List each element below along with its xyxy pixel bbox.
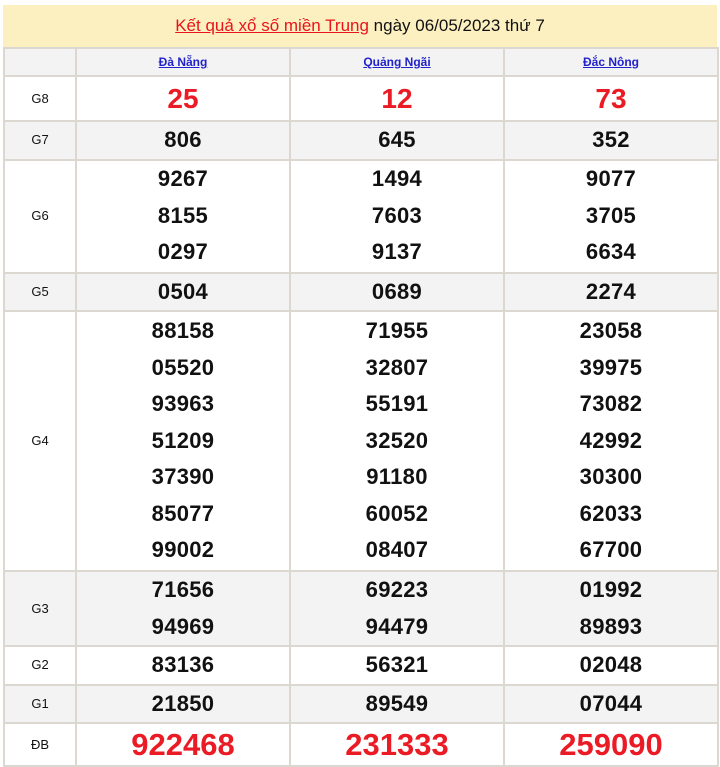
prize-value-cell bbox=[290, 121, 504, 160]
prize-value-cell bbox=[76, 571, 290, 646]
prize-value-cell bbox=[504, 76, 718, 121]
special-prize-number: 231333 bbox=[345, 726, 449, 762]
prize-value-cell bbox=[76, 723, 290, 766]
prize-row-g7 bbox=[4, 121, 718, 160]
prize-number: 08407 bbox=[365, 537, 429, 563]
title-link[interactable]: Kết quả xổ số miền Trung bbox=[175, 16, 369, 35]
prize-number: 32520 bbox=[365, 427, 429, 453]
prize-value-cell bbox=[76, 160, 290, 273]
prize-number: 01992 bbox=[579, 577, 643, 602]
prize-label-cell bbox=[4, 723, 76, 766]
prize-number: 25 bbox=[167, 82, 199, 114]
prize-number: 73082 bbox=[579, 391, 643, 417]
prize-number: 94479 bbox=[365, 613, 429, 639]
prize-number: 51209 bbox=[151, 427, 215, 453]
prize-value-cell bbox=[290, 273, 504, 312]
prize-label: G3 bbox=[31, 600, 49, 616]
prize-value-cell bbox=[76, 121, 290, 160]
prize-number: 645 bbox=[378, 127, 416, 152]
prize-value-cell bbox=[76, 311, 290, 571]
prize-label: G2 bbox=[31, 657, 49, 673]
header-row bbox=[4, 48, 718, 76]
province-link-dac-nong[interactable]: Đắc Nông bbox=[582, 55, 639, 69]
header-cell bbox=[76, 48, 290, 76]
prize-number: 0297 bbox=[157, 239, 209, 265]
prize-row-g2 bbox=[4, 646, 718, 685]
special-prize-number: 922468 bbox=[131, 726, 235, 762]
prize-label: G6 bbox=[31, 208, 49, 223]
prize-row-g6 bbox=[4, 160, 718, 273]
prize-number: 42992 bbox=[579, 427, 643, 453]
prize-row-g3 bbox=[4, 571, 718, 646]
prize-number: 71656 bbox=[151, 577, 215, 602]
prize-row-g1 bbox=[4, 685, 718, 724]
prize-number: 56321 bbox=[365, 652, 429, 677]
prize-value-cell bbox=[76, 76, 290, 121]
prize-value-cell bbox=[504, 273, 718, 312]
prize-label: G7 bbox=[31, 132, 49, 148]
prize-value-cell bbox=[504, 571, 718, 646]
prize-value-cell bbox=[504, 160, 718, 273]
prize-number: 37390 bbox=[151, 464, 215, 490]
prize-label-cell bbox=[4, 76, 76, 121]
prize-value-cell bbox=[504, 723, 718, 766]
prize-number: 60052 bbox=[365, 500, 429, 526]
prize-number: 32807 bbox=[365, 354, 429, 380]
province-link-quang-ngai[interactable]: Quảng Ngãi bbox=[363, 55, 431, 69]
special-prize-number: 259090 bbox=[559, 726, 663, 762]
prize-number: 30300 bbox=[579, 464, 643, 490]
prize-number: 73 bbox=[595, 82, 627, 114]
prize-number: 93963 bbox=[151, 391, 215, 417]
header-cell bbox=[504, 48, 718, 76]
prize-number: 02048 bbox=[579, 652, 643, 677]
prize-number: 69223 bbox=[365, 577, 429, 602]
results-container bbox=[3, 5, 717, 767]
prize-number: 83136 bbox=[151, 652, 215, 677]
prize-number: 6634 bbox=[585, 239, 637, 265]
prize-label-cell bbox=[4, 646, 76, 685]
prize-value-cell bbox=[290, 160, 504, 273]
prize-row-g8 bbox=[4, 76, 718, 121]
prize-label-cell bbox=[4, 685, 76, 724]
prize-label: G1 bbox=[31, 695, 49, 711]
prize-number: 88158 bbox=[151, 318, 215, 344]
prize-value-cell bbox=[290, 311, 504, 571]
prize-number: 21850 bbox=[151, 690, 215, 716]
prize-label-cell bbox=[4, 160, 76, 273]
prize-number: 7603 bbox=[371, 202, 423, 228]
prize-number: 07044 bbox=[579, 690, 643, 716]
prize-number: 9137 bbox=[371, 239, 423, 265]
prize-row-g4 bbox=[4, 311, 718, 571]
prize-number: 9267 bbox=[157, 166, 209, 192]
prize-row-db bbox=[4, 723, 718, 766]
prize-number: 39975 bbox=[579, 354, 643, 380]
prize-number: 2274 bbox=[585, 278, 637, 304]
prize-number: 352 bbox=[592, 127, 630, 152]
prize-value-cell bbox=[504, 646, 718, 685]
prize-number: 89893 bbox=[579, 613, 643, 639]
prize-number: 67700 bbox=[579, 537, 643, 563]
prize-value-cell bbox=[76, 273, 290, 312]
prize-row-g5 bbox=[4, 273, 718, 312]
prize-value-cell bbox=[504, 121, 718, 160]
prize-number: 05520 bbox=[151, 354, 215, 380]
prize-number: 1494 bbox=[371, 166, 423, 192]
prize-number: 12 bbox=[381, 82, 413, 114]
header-cell bbox=[290, 48, 504, 76]
prize-number: 85077 bbox=[151, 500, 215, 526]
prize-label-cell bbox=[4, 311, 76, 571]
prize-number: 23058 bbox=[579, 318, 643, 344]
title-date: ngày 06/05/2023 thứ 7 bbox=[368, 16, 545, 35]
header-empty-cell bbox=[4, 48, 76, 76]
prize-value-cell bbox=[290, 646, 504, 685]
prize-value-cell bbox=[290, 76, 504, 121]
prize-value-cell bbox=[290, 685, 504, 724]
prize-number: 94969 bbox=[151, 613, 215, 639]
province-link-da-nang[interactable]: Đà Nẵng bbox=[158, 55, 208, 69]
prize-label: G4 bbox=[31, 433, 49, 448]
prize-number: 71955 bbox=[365, 318, 429, 344]
prize-number: 3705 bbox=[585, 202, 637, 228]
prize-label: G8 bbox=[31, 90, 49, 106]
prize-number: 806 bbox=[164, 127, 202, 152]
prize-value-cell bbox=[290, 571, 504, 646]
results-table bbox=[3, 47, 719, 767]
prize-label: G5 bbox=[31, 283, 49, 299]
prize-label-cell bbox=[4, 571, 76, 646]
prize-value-cell bbox=[290, 723, 504, 766]
prize-number: 9077 bbox=[585, 166, 637, 192]
prize-number: 99002 bbox=[151, 537, 215, 563]
title-bar bbox=[3, 5, 717, 47]
prize-number: 55191 bbox=[365, 391, 429, 417]
prize-number: 89549 bbox=[365, 690, 429, 716]
prize-value-cell bbox=[76, 685, 290, 724]
prize-number: 8155 bbox=[157, 202, 209, 228]
prize-number: 0504 bbox=[157, 278, 209, 304]
prize-value-cell bbox=[504, 311, 718, 571]
prize-label-cell bbox=[4, 273, 76, 312]
prize-number: 62033 bbox=[579, 500, 643, 526]
prize-label: ĐB bbox=[30, 736, 50, 752]
prize-number: 0689 bbox=[371, 278, 423, 304]
prize-number: 91180 bbox=[366, 464, 428, 490]
prize-value-cell bbox=[504, 685, 718, 724]
prize-value-cell bbox=[76, 646, 290, 685]
prize-label-cell bbox=[4, 121, 76, 160]
